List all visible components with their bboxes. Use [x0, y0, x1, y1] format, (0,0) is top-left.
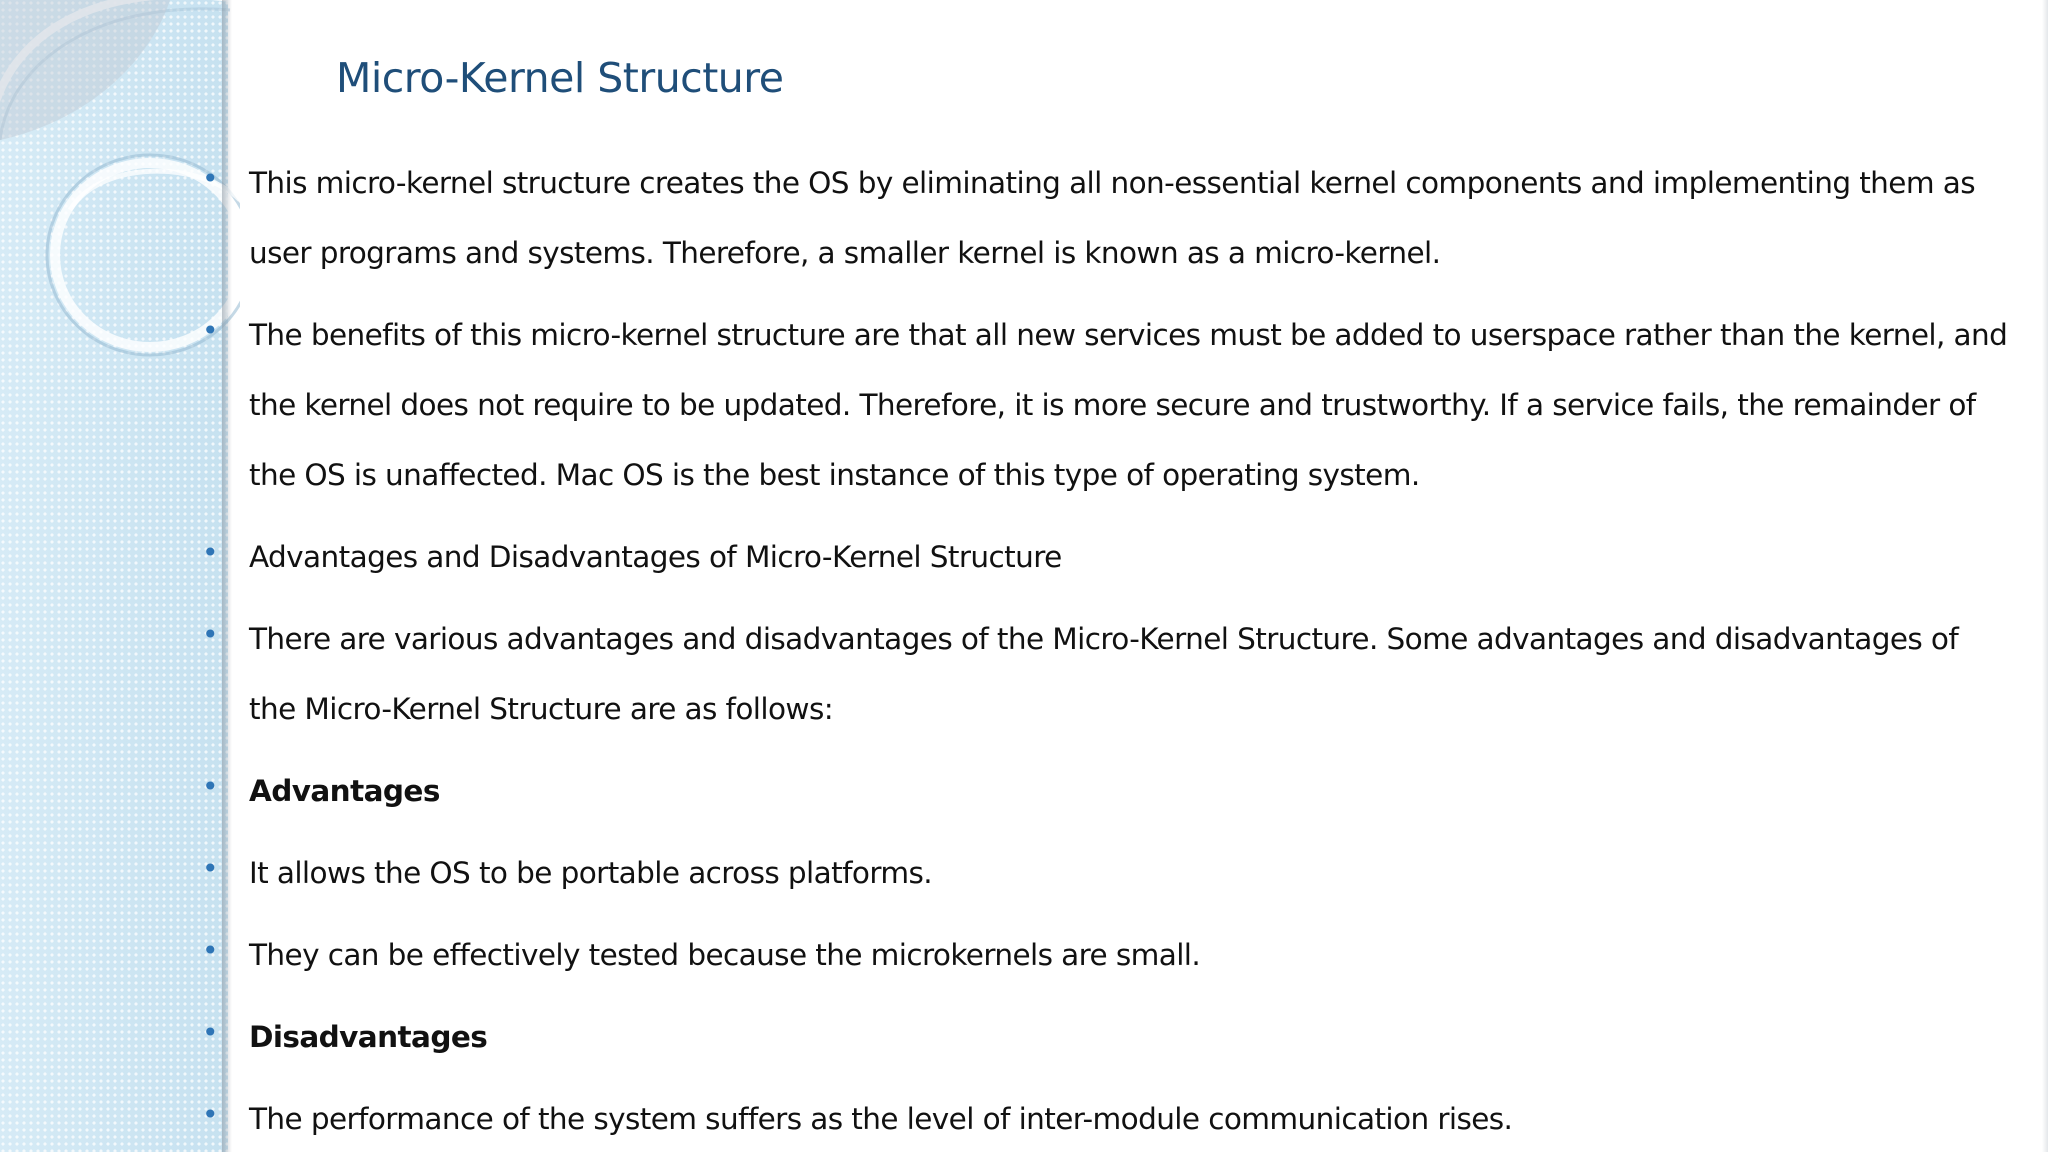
bullet-dot-icon: • — [202, 934, 218, 967]
bullet-item — [202, 300, 2009, 510]
bullet-dot-icon: • — [202, 770, 218, 803]
right-edge-shadow — [2042, 0, 2048, 1152]
side-band-shadow — [222, 0, 232, 1152]
bullet-dot-icon: • — [202, 536, 218, 569]
bullet-item — [202, 756, 2009, 826]
bullet-item — [202, 1084, 2009, 1152]
bullet-item — [202, 1002, 2009, 1072]
bullet-text: Advantages and Disadvantages of Micro-Kernel Structure — [249, 540, 1062, 574]
bullet-dot-icon: • — [202, 852, 218, 885]
bullet-item — [202, 920, 2009, 990]
bullet-dot-icon: • — [202, 1016, 218, 1049]
bullet-text: The performance of the system suffers as the level of inter-module communication rises. — [249, 1102, 1513, 1136]
bullet-item — [202, 522, 2009, 592]
bullet-text: This micro-kernel structure creates the OS by eliminating all non-essential kernel components and implementing them as user programs and systems. Therefore, a smaller kernel is known as a micro-kernel. — [249, 166, 1975, 270]
bullet-dot-icon: • — [202, 618, 218, 651]
bullet-dot-icon: • — [202, 162, 218, 195]
bullet-list — [202, 148, 2009, 1152]
bullet-text: The benefits of this micro-kernel structure are that all new services must be added to userspace rather than the kernel, and the kernel does not require to be updated. Therefore, it is more secure and trustworthy. If a service fails, the remainder of the OS is unaffected. Mac OS is the best instance of this type of operating system. — [249, 318, 2008, 492]
bullet-dot-icon: • — [202, 1098, 218, 1131]
bullet-text: They can be effectively tested because the microkernels are small. — [249, 938, 1201, 972]
bullet-item — [202, 838, 2009, 908]
slide-title: Micro-Kernel Structure — [336, 54, 784, 102]
bullet-text: There are various advantages and disadvantages of the Micro-Kernel Structure. Some advantages and disadvantages of the Micro-Kernel Structure are as follows: — [249, 622, 1959, 726]
advantages-heading: Advantages — [249, 774, 440, 808]
bullet-text: It allows the OS to be portable across platforms. — [249, 856, 933, 890]
disadvantages-heading: Disadvantages — [249, 1020, 488, 1054]
bullet-item — [202, 148, 2009, 288]
bullet-dot-icon: • — [202, 314, 218, 347]
bullet-item — [202, 604, 2009, 744]
decorative-gray-wedge — [0, 0, 170, 140]
